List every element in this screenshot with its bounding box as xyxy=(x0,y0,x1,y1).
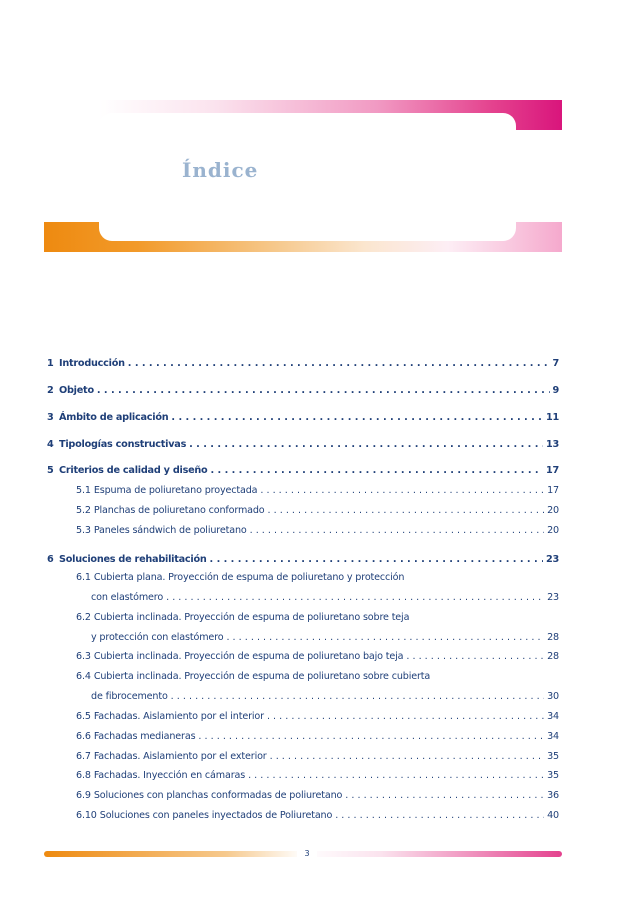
dot-leader xyxy=(128,357,550,371)
dot-leader xyxy=(198,730,544,744)
toc-subentry-6-5[interactable] xyxy=(76,710,559,724)
toc-entry-page: 23 xyxy=(546,554,559,565)
toc-subentry-6-6[interactable] xyxy=(76,730,559,744)
dot-leader xyxy=(406,650,544,664)
toc-entry-number: 6.9 xyxy=(76,790,91,801)
dot-leader xyxy=(270,750,544,764)
toc-entry-number: 5.1 xyxy=(76,485,91,496)
dot-leader xyxy=(210,553,544,567)
toc-entry-title: Cubierta plana. Proyección de espuma de poliuretano y protección xyxy=(93,572,405,583)
toc-subentry-6-2[interactable] xyxy=(76,611,559,625)
page-number: 3 xyxy=(297,848,317,860)
toc-entry-number: 6 xyxy=(47,554,54,565)
dot-leader xyxy=(250,524,544,538)
dot-leader xyxy=(345,789,544,803)
toc-entry-page: 20 xyxy=(547,505,559,516)
dot-leader xyxy=(335,809,544,823)
toc-entry-number: 5.2 xyxy=(76,505,91,516)
toc-entry-number: 6.6 xyxy=(76,731,91,742)
toc-entry-page: 35 xyxy=(547,751,559,762)
toc-entry-number: 5 xyxy=(47,465,54,476)
dot-leader xyxy=(268,504,545,518)
toc-entry-page: 17 xyxy=(546,465,559,476)
dot-leader xyxy=(166,591,544,605)
toc-entry-title: Criterios de calidad y diseño xyxy=(59,465,208,476)
toc-subentry-6-2-continuation[interactable] xyxy=(91,631,559,645)
dot-leader xyxy=(267,710,544,724)
toc-entry-title: Fachadas. Aislamiento por el exterior xyxy=(93,751,267,762)
toc-entry-page: 20 xyxy=(547,525,559,536)
banner-panel xyxy=(99,113,516,241)
toc-entry-page: 36 xyxy=(547,790,559,801)
toc-entry-title: Introducción xyxy=(59,358,125,369)
page-title: Índice xyxy=(182,158,259,182)
toc-entry-title: Espuma de poliuretano proyectada xyxy=(93,485,258,496)
toc-subentry-6-1[interactable] xyxy=(76,571,559,585)
toc-entry-page: 11 xyxy=(546,412,559,423)
toc-subentry-6-3[interactable] xyxy=(76,650,559,664)
toc-entry-page: 17 xyxy=(547,485,559,496)
toc-entry-number: 6.3 xyxy=(76,651,91,662)
toc-entry-title: Soluciones con planchas conformadas de poliuretano xyxy=(93,790,343,801)
toc-entry-introduccion[interactable] xyxy=(47,357,559,371)
toc-subentry-6-10[interactable] xyxy=(76,809,559,823)
toc-entry-page: 28 xyxy=(547,651,559,662)
toc-entry-title: Fachadas. Aislamiento por el interior xyxy=(93,711,264,722)
toc-entry-ambito[interactable] xyxy=(47,411,559,425)
toc-entry-title: Cubierta inclinada. Proyección de espuma de poliuretano sobre teja xyxy=(93,612,410,623)
toc-subentry-6-4-continuation[interactable] xyxy=(91,690,559,704)
toc-entry-number: 6.7 xyxy=(76,751,91,762)
toc-entry-title: Soluciones con paneles inyectados de Poliuretano xyxy=(99,810,333,821)
dot-leader xyxy=(171,690,544,704)
toc-entry-title: Cubierta inclinada. Proyección de espuma de poliuretano sobre cubierta xyxy=(93,671,431,682)
toc-entry-title-continuation: de fibrocemento xyxy=(91,691,168,702)
toc-entry-number: 6.4 xyxy=(76,671,91,682)
toc-entry-number: 6.8 xyxy=(76,770,91,781)
toc-subentry-5-3[interactable] xyxy=(76,524,559,538)
toc-subentry-6-7[interactable] xyxy=(76,750,559,764)
toc-entry-title-continuation: y protección con elastómero xyxy=(91,632,224,643)
toc-entry-title: Planchas de poliuretano conformado xyxy=(93,505,265,516)
toc-entry-number: 6.1 xyxy=(76,572,91,583)
toc-entry-title: Cubierta inclinada. Proyección de espuma de poliuretano bajo teja xyxy=(93,651,404,662)
toc-entry-number: 6.5 xyxy=(76,711,91,722)
toc-entry-title-continuation: con elastómero xyxy=(91,592,164,603)
dot-leader xyxy=(248,769,544,783)
toc-entry-title: Objeto xyxy=(59,385,94,396)
toc-entry-number: 5.3 xyxy=(76,525,91,536)
toc-entry-page: 34 xyxy=(547,711,559,722)
dot-leader xyxy=(210,464,543,478)
dot-leader xyxy=(97,384,550,398)
toc-entry-title: Paneles sándwich de poliuretano xyxy=(93,525,247,536)
dot-leader xyxy=(171,411,543,425)
toc-entry-title: Soluciones de rehabilitación xyxy=(59,554,207,565)
toc-entry-title: Tipologías constructivas xyxy=(59,439,187,450)
toc-entry-title: Ámbito de aplicación xyxy=(59,412,169,423)
toc-entry-page: 7 xyxy=(552,358,559,369)
toc-entry-page: 28 xyxy=(547,632,559,643)
toc-entry-number: 2 xyxy=(47,385,54,396)
toc-entry-title: Fachadas medianeras xyxy=(93,731,196,742)
toc-entry-soluciones[interactable] xyxy=(47,553,559,567)
toc-entry-page: 23 xyxy=(547,592,559,603)
toc-entry-number: 4 xyxy=(47,439,54,450)
toc-entry-page: 13 xyxy=(546,439,559,450)
toc-entry-number: 6.2 xyxy=(76,612,91,623)
toc-entry-number: 1 xyxy=(47,358,54,369)
dot-leader xyxy=(226,631,544,645)
toc-entry-page: 40 xyxy=(547,810,559,821)
toc-entry-number: 3 xyxy=(47,412,54,423)
toc-entry-title: Fachadas. Inyección en cámaras xyxy=(93,770,246,781)
dot-leader xyxy=(260,484,544,498)
toc-subentry-5-1[interactable] xyxy=(76,484,559,498)
toc-entry-page: 30 xyxy=(547,691,559,702)
toc-entry-objeto[interactable] xyxy=(47,384,559,398)
toc-entry-page: 34 xyxy=(547,731,559,742)
toc-subentry-6-4[interactable] xyxy=(76,670,559,684)
toc-subentry-6-1-continuation[interactable] xyxy=(91,591,559,605)
toc-subentry-6-8[interactable] xyxy=(76,769,559,783)
toc-entry-tipologias[interactable] xyxy=(47,438,559,452)
toc-entry-page: 9 xyxy=(552,385,559,396)
toc-subentry-5-2[interactable] xyxy=(76,504,559,518)
toc-entry-page: 35 xyxy=(547,770,559,781)
toc-entry-number: 6.10 xyxy=(76,810,97,821)
toc-entry-criterios[interactable] xyxy=(47,464,559,478)
toc-subentry-6-9[interactable] xyxy=(76,789,559,803)
dot-leader xyxy=(189,438,543,452)
